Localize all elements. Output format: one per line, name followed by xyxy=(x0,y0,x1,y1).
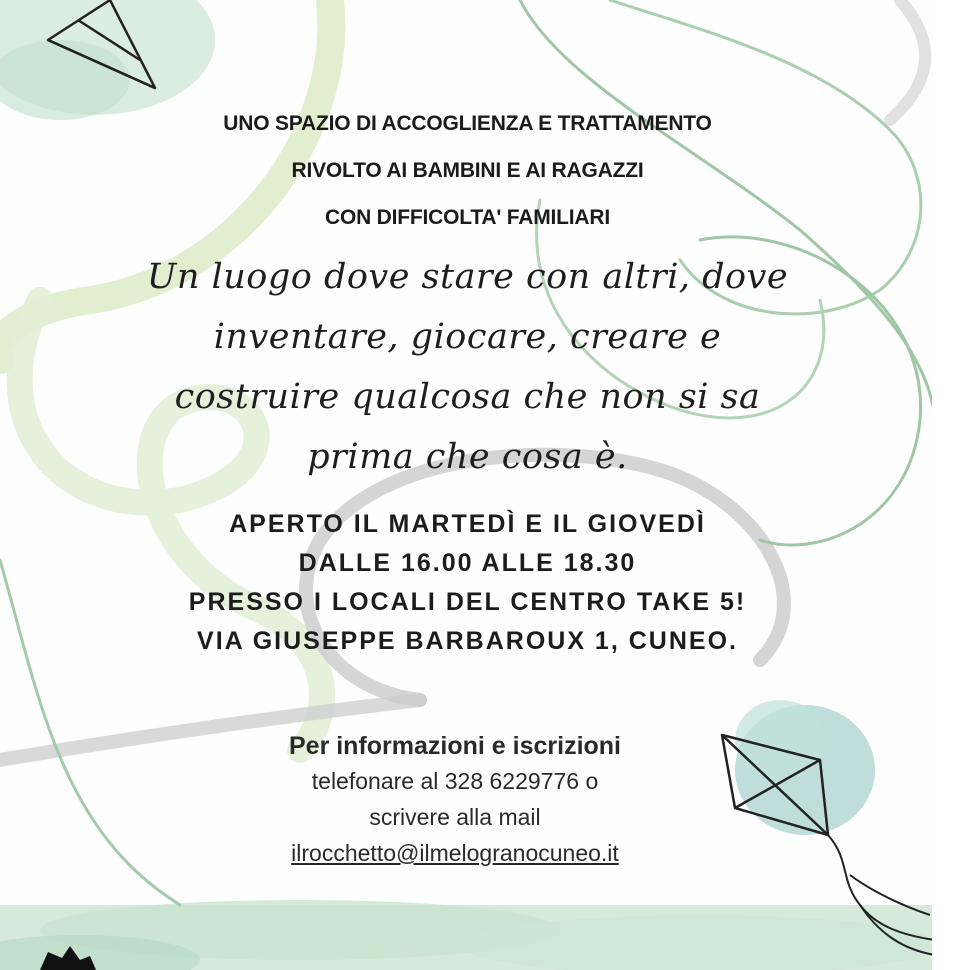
contact-title: Per informazioni e iscrizioni xyxy=(288,732,622,760)
intro-line: UNO SPAZIO DI ACCOGLIENZA E TRATTAMENTO xyxy=(223,112,712,135)
email-link[interactable]: ilrocchetto@ilmelogranocuneo.it xyxy=(291,840,619,866)
intro-line: CON DIFFICOLTA' FAMILIARI xyxy=(324,206,610,229)
hours-line: PRESSO I LOCALI DEL CENTRO TAKE 5! xyxy=(188,588,747,616)
intro-heading xyxy=(0,100,935,241)
contact-phone-line: telefonare al 328 6229776 o xyxy=(311,768,599,794)
hours-line: APERTO IL MARTEDÌ E IL GIOVEDÌ xyxy=(229,510,706,538)
contact-info xyxy=(170,730,740,871)
intro-line: RIVOLTO AI BAMBINI E AI RAGAZZI xyxy=(291,159,644,182)
quote-line: Un luogo dove stare con altri, dove xyxy=(146,257,789,297)
quote-line: costruire qualcosa che non si sa xyxy=(174,377,761,417)
quote-line: inventare, giocare, creare e xyxy=(213,317,722,357)
contact-mail-line: scrivere alla mail xyxy=(369,804,541,830)
quote-line: prima che cosa è. xyxy=(307,437,628,477)
watercolor-bottom-band xyxy=(0,900,940,970)
hours-line: VIA GIUSEPPE BARBAROUX 1, CUNEO. xyxy=(197,627,738,655)
opening-hours xyxy=(0,505,935,661)
quote-text xyxy=(0,247,935,487)
right-margin xyxy=(932,0,970,970)
hours-line: DALLE 16.00 ALLE 18.30 xyxy=(298,549,637,577)
